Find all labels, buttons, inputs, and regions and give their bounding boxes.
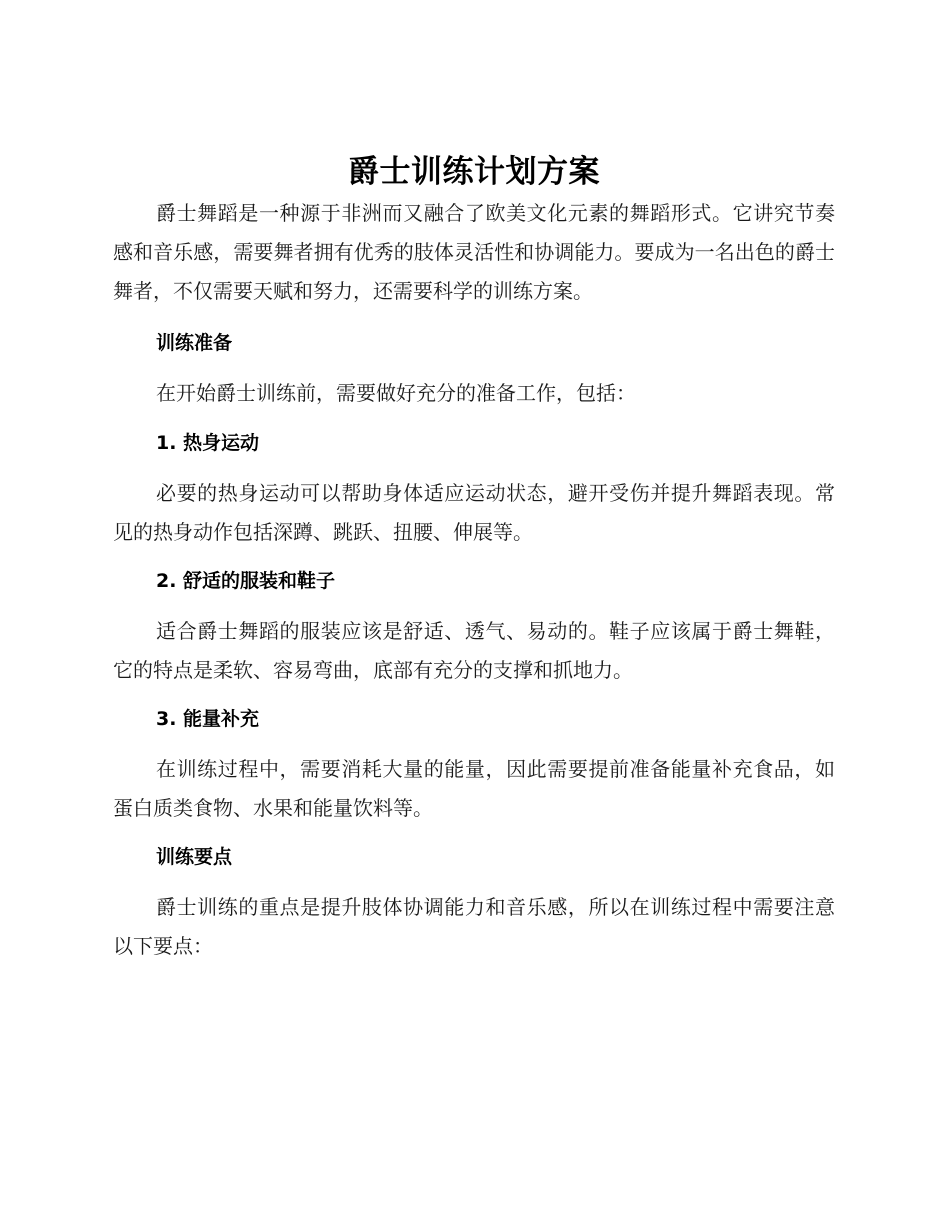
item-body-energy: 在训练过程中，需要消耗大量的能量，因此需要提前准备能量补充食品，如蛋白质类食物、水果和能量饮料等。 [113, 757, 835, 820]
document-title: 爵士训练计划方案 [348, 154, 600, 190]
key-points-lead-paragraph: 爵士训练的重点是提升肢体协调能力和音乐感，所以在训练过程中需要注意以下要点： [113, 895, 835, 958]
document-page [113, 150, 835, 966]
item-body-warmup: 必要的热身运动可以帮助身体适应运动状态，避开受伤并提升舞蹈表现。常见的热身动作包括深蹲、跳跃、扭腰、伸展等。 [113, 481, 835, 544]
item-heading-energy: 3. 能量补充 [156, 708, 260, 730]
spacer [113, 690, 835, 700]
spacer [113, 828, 835, 838]
spacer [113, 601, 835, 612]
spacer [113, 877, 835, 888]
spacer [113, 463, 835, 474]
item-body-clothing: 适合爵士舞蹈的服装应该是舒适、透气、易动的。鞋子应该属于爵士舞鞋，它的特点是柔软、容易弯曲，底部有充分的支撑和抓地力。 [113, 619, 835, 682]
intro-paragraph: 爵士舞蹈是一种源于非洲而又融合了欧美文化元素的舞蹈形式。它讲究节奏感和音乐感，需要舞者拥有优秀的肢体灵活性和协调能力。要成为一名出色的爵士舞者，不仅需要天赋和努力，还需要科学的训练方案。 [113, 201, 835, 303]
spacer [113, 311, 835, 324]
spacer [113, 363, 835, 374]
item-heading-warmup: 1. 热身运动 [156, 432, 260, 454]
preparation-lead-paragraph: 在开始爵士训练前，需要做好充分的准备工作，包括： [156, 381, 636, 405]
section-heading-key-points: 训练要点 [156, 846, 233, 868]
item-heading-clothing: 2. 舒适的服装和鞋子 [156, 570, 336, 592]
spacer [113, 739, 835, 750]
spacer [113, 552, 835, 562]
section-heading-preparation: 训练准备 [156, 332, 233, 354]
spacer [113, 413, 835, 424]
